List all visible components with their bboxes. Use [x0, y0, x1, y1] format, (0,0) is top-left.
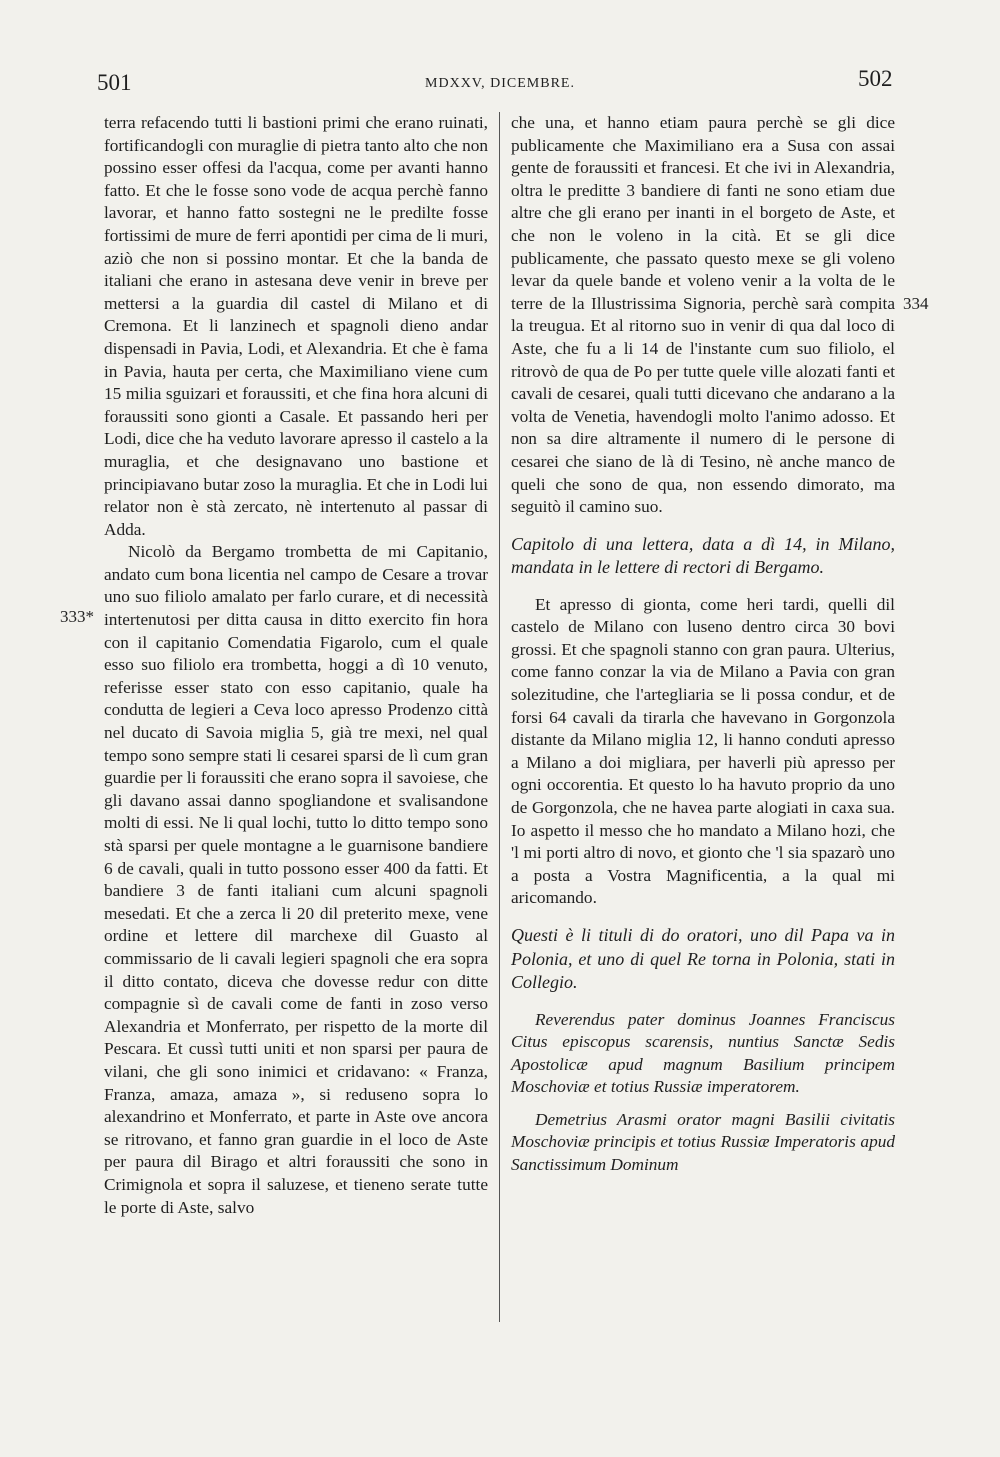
left-column — [104, 112, 488, 1219]
page-header — [0, 62, 1000, 102]
running-title: MDXXV, DICEMBRE. — [425, 76, 575, 91]
margin-note-right: 334 — [903, 294, 929, 313]
column-divider — [499, 112, 500, 1322]
title-entry: Reverendus pater dominus Joannes Franciscus Citus episcopus scarensis, nuntius Sanctæ Sedis Apostolicæ apud magnum Basilium principem Moschoviæ et totius Russiæ imperatorem. — [511, 1009, 895, 1097]
margin-note-left: 333* — [60, 607, 94, 626]
paragraph: terra refacendo tutti li bastioni primi che erano ruinati, fortificandogli con muraglie di pietra tanto alto che non possino esser offesi da l'acqua, come per avanti hanno fatto. Et che le fosse sono vode de acqua perchè fanno lavorar, et hanno fatto sostegni ne le predilte fosse fortissimi de mure de ferri apontidi per cima de li muri, aziò che non si possino montar. Et che la banda de italiani che erano in astesana deve venir in breve per mettersi a la guardia dil castel di Milano et di Cremona. Et li lanzinech et spagnoli dieno andar dispensadi in Pavia, Lodi, et Alexandria. Et che è fama in Pavia, hauta per certa, che Maximiliano viene cum 15 milia sguizari et foraussiti, et che fina hora alcuni di foraussiti sono gionti a Casale. Et passando heri per Lodi, dice che ha veduto lavorare apresso il castelo a la muraglia, et che designavano uno bastione et principiavano butar zoso la muraglia. Et che in Lodi lui relator non è stà zercato, nè intertenuto al passar di Adda. — [104, 113, 488, 539]
page-number-right: 502 — [858, 66, 893, 91]
paragraph: che una, et hanno etiam paura perchè se gli dice publicamente che Maximiliano era a Susa con assai gente de foraussiti et francesi. Et che ivi in Alexandria, oltra le preditte 3 bandiere di fanti ne sono etiam due altre che gli erano per inanti in el borgeto de Aste, et che non le voleno in la cità. Et se gli dice publicamente, che passato questo mexe se gli voleno levar da quele bande et voleno venir a la volta de le terre de la Illustrissima Signoria, perchè sarà compita la treugua. Et al ritorno suo in venir di qua dal loco di Aste, che fu a li 14 de l'instante cum suo filiolo, el ritrovò de qua de Po per tutte quele ville alozati fanti et cavali de cesarei, quali tutti dicevano che andarano a la volta de Venetia, havendogli molto l'animo adosso. Et non sa dire altramente il numero di le persone di cesarei che siano de là di Tesino, nè anche manco de queli che sono de qua, non essendo dimorato, ma seguitò il camino suo. — [511, 113, 895, 517]
paragraph: Nicolò da Bergamo trombetta de mi Capitanio, andato cum bona licentia nel campo de Cesare a trovar uno suo filiolo amalato per farlo curare, et di necessità intertenutosi per ditta causa in ditto exercito fin hora con il capitanio Comendatia Figarolo, cum el quale esso suo filiolo era trombetta, hoggi a dì 10 venuto, referisse esser stato con esso capitanio, quale ha condutta de legieri a Ceva loco apresso Prodenzo città nel ducato di Savoia miglia 5, già tre mexi, nel qual tempo sono sempre stati li cesarei sparsi de lì cum gran guardie per li foraussiti che erano sopra il savoiese, che gli davano assai danno spogliandone et svalisandone molti di essi. Ne li qual lochi, tutto lo ditto tempo sono stà sparsi per quele montagne a le guarnisone bandiere 6 de cavali, quali in tutto possono esser 400 da fatti. Et bandiere 3 de fanti italiani cum alcuni spagnoli mesedati. Et che a zerca li 20 dil preterito mexe, vene ordine et lettere dil marchexe dil Guasto al commissario de li cavali legieri spagnoli che era sopra il ditto contato, diceva che dovesse redur con ditte compagnie sì de cavali come de fanti in zoso verso Alexandria et Monferrato, per rispetto de la morte dil Pescara. Et cussì tutti uniti et non sparsi per paura de vilani, che gli sono inimici et cridavano: « Franza, Franza, amaza, amaza », si reduseno sopra lo alexandrino et Monferrato, et parte in Aste ove ancora se ritrovano, et fanno gran guardie in el loco de Aste per paura dil Birago et altri foraussiti che sono in Crimignola et sopra il saluzese, et tieneno serate tutte le porte di Aste, salvo — [104, 542, 488, 1217]
right-column — [511, 112, 895, 1177]
paragraph: Et apresso di gionta, come heri tardi, quelli dil castelo de Milano con luseno dentro circa 30 bovi grossi. Et che spagnoli stanno con gran paura. Ulterius, come fanno conzar la via de Milano a Pavia con gran solezitudine, che l'artegliaria se li possa condur, et de forsi 64 cavali da tirarla che havevano in Gorgonzola distante da Milano miglia 12, li hanno conduti apresso a Milano a doi migliara, per haverli più apresso per ogni occorentia. Et questo lo ha havuto proprio da uno de Gorgonzola, che ne havea parte alogiati in caxa sua. Io aspetto il messo che ho mandato a Milano hozi, che 'l mi porti altro di novo, et gionto che 'l sia spazarò uno a posta a Vostra Magnificentia, a la qual mi aricomando. — [511, 594, 895, 908]
page-number-left: 501 — [97, 70, 132, 95]
section-heading: Capitolo di una lettera, data a dì 14, in Milano, mandata in le lettere di rectori di Bergamo. — [511, 533, 895, 578]
title-entry: Demetrius Arasmi orator magni Basilii civitatis Moschoviæ principis et totius Russiæ Imperatoris apud Sanctissimum Dominum — [511, 1109, 895, 1175]
section-heading: Questi è li tituli di do oratori, uno dil Papa va in Polonia, et uno di quel Re torna in Polonia, stati in Collegio. — [511, 925, 895, 992]
